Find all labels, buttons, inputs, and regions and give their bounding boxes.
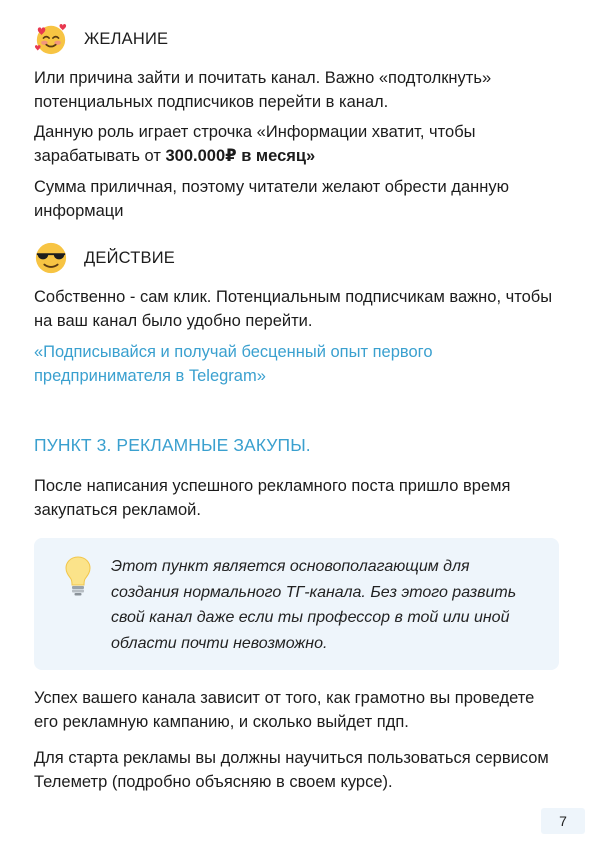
- desire-title: ЖЕЛАНИЕ: [84, 29, 169, 48]
- callout-box: [34, 538, 559, 670]
- desire-paragraph-2-text: Данную роль играет строчка «Информации хватит, чтобы зарабатывать от: [34, 123, 476, 165]
- smiling-face-with-hearts-icon: [34, 22, 68, 56]
- smiling-face-with-sunglasses-icon: [34, 241, 68, 275]
- action-title: ДЕЙСТВИЕ: [84, 248, 175, 267]
- desire-paragraph-1: Или причина зайти и почитать канал. Важно «подтолкнуть» потенциальных подписчиков перейти в канал.: [34, 69, 492, 111]
- page-number: 7: [541, 808, 585, 834]
- point3-paragraph-3: Для старта рекламы вы должны научиться пользоваться сервисом Телеметр (подробно объясняю в своем курсе).: [34, 749, 549, 791]
- desire-income-amount: 300.000₽ в месяц»: [165, 147, 316, 165]
- desire-section-header: [34, 22, 168, 56]
- desire-paragraph-3: Сумма приличная, поэтому читатели желают обрести данную информаци: [34, 178, 509, 220]
- point3-paragraph-1: После написания успешного рекламного поста пришло время закупаться рекламой.: [34, 477, 511, 519]
- point3-paragraph-2: Успех вашего канала зависит от того, как грамотно вы проведете его рекламную кампанию, и сколько выйдет пдп.: [34, 689, 535, 731]
- callout-text: Этот пункт является основополагающим для создания нормального ТГ-канала. Без этого развить свой канал даже если ты профессор в той или иной области почти невозможно.: [111, 558, 517, 652]
- light-bulb-icon: [65, 556, 91, 596]
- section-heading: ПУНКТ 3. РЕКЛАМНЫЕ ЗАКУПЫ.: [34, 435, 311, 455]
- desire-paragraph-2: [34, 120, 559, 168]
- action-paragraph: Собственно - сам клик. Потенциальным подписчикам важно, чтобы на ваш канал было удобно перейти.: [34, 288, 553, 330]
- action-section-header: [34, 241, 175, 275]
- action-quote: «Подписывайся и получай бесценный опыт первого предпринимателя в Telegram»: [34, 343, 433, 385]
